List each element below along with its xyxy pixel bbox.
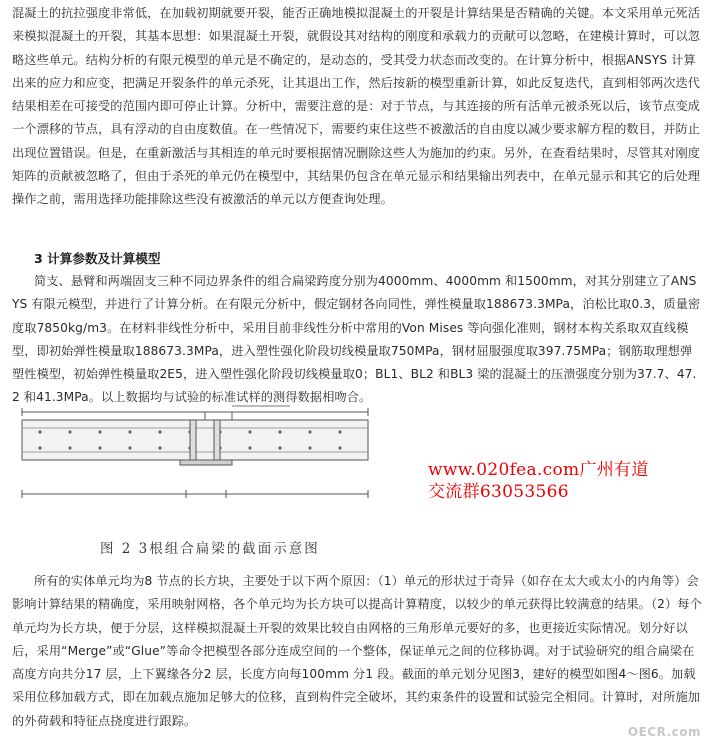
watermark-group: 交流群63053566 bbox=[428, 482, 569, 502]
annotation-tab bbox=[205, 412, 232, 420]
section-heading: 3 计算参数及计算模型 bbox=[34, 251, 161, 266]
watermark-website: www.020fea.com广州有道 bbox=[428, 460, 649, 480]
bottom-flange bbox=[180, 460, 232, 465]
beam-drawing bbox=[22, 406, 368, 498]
figure-caption: 图 2 3根组合扁梁的截面示意图 bbox=[100, 541, 320, 557]
paragraph-element-meshing: 所有的实体单元均为8 节点的长方块，主要处于以下两个原因：（1）单元的形状过于奇异（如存在太大或太小的内角等）会影响计算结果的精确度，采用映射网格，各个单元均为长方块可以提高计算精度，以较少的单元获得比较满意的结果。（2）每个单元均为长方块，便于分层，这样模拟混凝土开裂的效果比较自由网格的三角形单元要好的多，也更接近实际情况。划分好以后，采用“Merge”或“Glue”等命令把模型各部分连成空间的一个整体，保证单元之间的位移协调。对于试验研究的组合扁梁在高度方向共分17 层，上下翼缘各分2 层，长度方向每100mm 分1 段。截面的单元划分见图3，建好的模型如图4～图6。加载采用位移加载方式，即在加载点施加足够大的位移，直到构件完全破坏，其约束条件的设置和试验完全相同。计算时，对所施加的外荷载和特征点挠度进行跟踪。 bbox=[12, 574, 702, 728]
paragraph-parameters: 简支、悬臂和两端固支三种不同边界条件的组合扁梁跨度分别为4000mm、4000mm 和1500mm，对其分别建立了ANSYS 有限元模型，并进行了计算分析。在有限元分析中，假定钢材各向同性，弹性模量取188673.3MPa，泊松比取0.3，质量密度取7850kg/m3。在材料非线性分析中，采用目前非线性分析中常用的Von Mises 等向强化准则，钢材本构关系取双直线模型，即初始弹性模量取188673.3MPa，进入塑性强化阶段切线模量取750MPa，钢材屈服强度取397.75MPa；钢筋取理想弹塑性模型，初始弹性模量取2E5，进入塑性强化阶段切线模量取0；BL1、BL2 和BL3 梁的混凝土的压溃强度分别为37.7、47.2 和41.3MPa。以上数据均与试验的标准试样的测得数据相吻合。 bbox=[12, 274, 701, 405]
paragraph-concrete-cracking: 混凝土的抗拉强度非常低，在加载初期就要开裂，能否正确地模拟混凝土的开裂是计算结果是否精确的关键。本文采用单元死活来模拟混凝土的开裂，其基本思想：如果混凝土开裂，就假设其对结构的刚度和承载力的贡献可以忽略，在建模计算时，可以忽略这些单元。结构分析的有限元模型的单元是不确定的，是动态的，受其受力状态而改变的。在计算分析中，根据ANSYS 计算出来的应力和应变，把满足开裂条件的单元杀死，让其退出工作，然后按新的模型重新计算，如此反复迭代，直到相邻两次迭代结果相差在可接受的范围内即可停止计算。分析中，需要注意的是：对于节点，与其连接的所有活单元被杀死以后，该节点变成一个漂移的节点，具有浮动的自由度数值。在一些情况下，需要约束住这些不被激活的自由度以减少要求解方程的数目，并防止出现位置错误。但是，在重新激活与其相连的单元时要根据情况删除这些人为施加的约束。另外，在查看结果时，尽管其对刚度矩阵的贡献被忽略了，但由于杀死的单元仍在模型中，其结果仍包含在单元显示和结果输出列表中，在单元显示和其它的后处理操作之前，需用选择功能排除这些没有被激活的单元以方便查询处理。 bbox=[12, 6, 701, 207]
corner-logo: OECR.com bbox=[627, 725, 701, 739]
steel-web-left bbox=[190, 420, 196, 460]
steel-web-right bbox=[214, 420, 220, 460]
